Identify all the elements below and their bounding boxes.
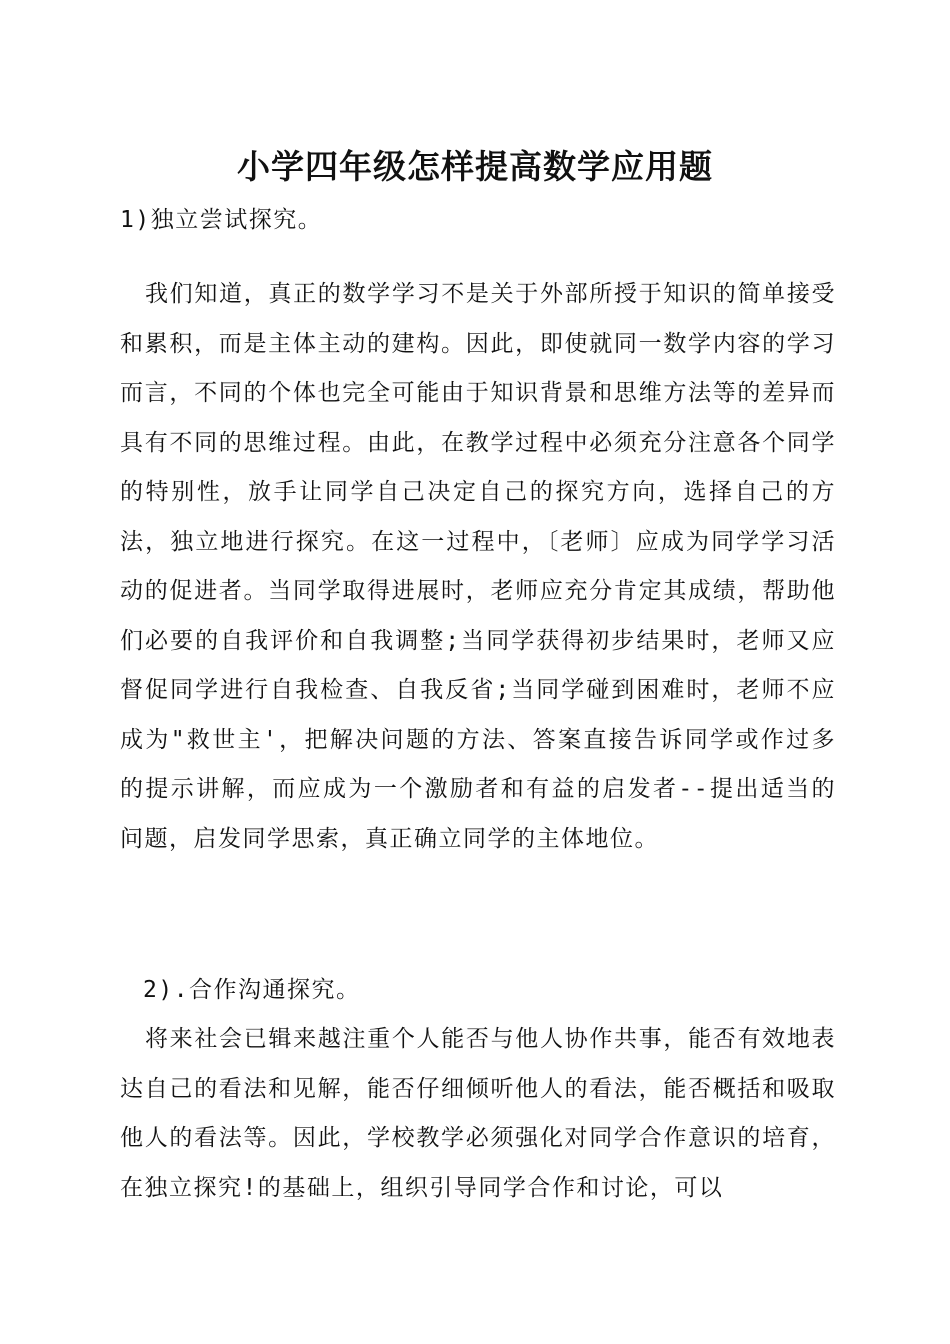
section-1-paragraph: 我们知道，真正的数学学习不是关于外部所授于知识的简单接受和累积，而是主体主动的建构。因此，即使就同一数学内容的学习而言，不同的个体也完全可能由于知识背景和思维方法等的差异而具有不同的思维过程。由此，在教学过程中必须充分注意各个同学的特别性，放手让同学自己决定自己的探究方向，选择自己的方法，独立地进行探究。在这一过程中，〔老师〕应成为同学学习活动的促进者。当同学取得进展时，老师应充分肯定其成绩，帮助他们必要的自我评价和自我调整;当同学获得初步结果时，老师又应督促同学进行自我检查、自我反省;当同学碰到困难时，老师不应成为"救世主'，把解决问题的方法、答案直接告诉同学或作过多的提示讲解，而应成为一个激励者和有益的启发者--提出适当的问题，启发同学思索，真正确立同学的主体地位。 xyxy=(120,281,836,852)
section-2-heading: 2).合作沟通探究。 xyxy=(143,977,361,1003)
document-title: 小学四年级怎样提高数学应用题 xyxy=(237,147,713,186)
section-2-paragraph: 将来社会已辑来越注重个人能否与他人协作共事，能否有效地表达自己的看法和见解，能否仔细倾听他人的看法，能否概括和吸取他人的看法等。因此，学校教学必须强化对同学合作意识的培育，在独立探究!的基础上，组织引导同学合作和讨论，可以 xyxy=(120,1026,836,1201)
section-1-heading: 1)独立尝试探究。 xyxy=(120,207,323,233)
